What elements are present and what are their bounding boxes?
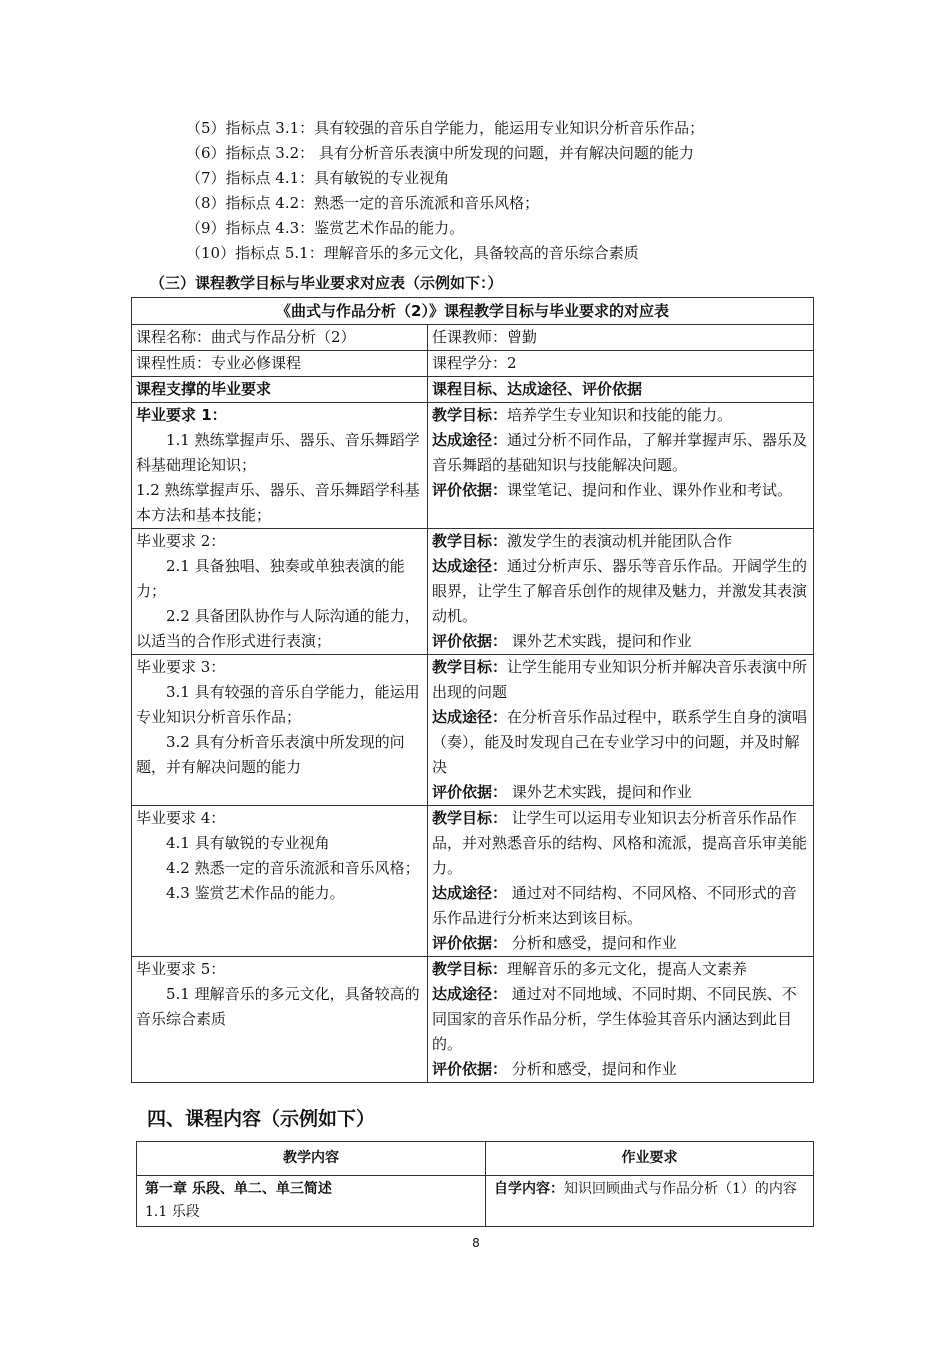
- path-label: 达成途径：: [432, 708, 508, 726]
- requirement-cell: [132, 806, 428, 957]
- path-label: 达成途径：: [432, 557, 508, 575]
- path-label: 达成途径：: [432, 985, 508, 1003]
- column-header-objectives: 课程目标、达成途径、评价依据: [428, 377, 814, 403]
- objective-cell: [428, 655, 814, 806]
- objective-path: [432, 554, 809, 629]
- column-header-homework: 作业要求: [486, 1142, 814, 1176]
- eval-text: 分析和感受，提问和作业: [507, 934, 677, 952]
- goal-text: 激发学生的表演动机并能团队合作: [507, 532, 733, 550]
- self-study-label: 自学内容：: [494, 1181, 564, 1197]
- eval-text: 课外艺术实践，提问和作业: [507, 783, 692, 801]
- objectives-table: [131, 297, 814, 1083]
- course-nature-cell: 课程性质：专业必修课程: [132, 351, 428, 377]
- path-text: 在分析音乐作品过程中，联系学生自身的演唱（奏），能及时发现自己在专业学习中的问题，并及时解决: [432, 708, 808, 776]
- content-cell: [137, 1176, 486, 1227]
- eval-label: 评价依据：: [432, 1060, 508, 1078]
- path-text: 通过分析不同作品，了解并掌握声乐、器乐及音乐舞蹈的基础知识与技能解决问题。: [432, 431, 808, 474]
- requirement-title: 毕业要求 1：: [136, 406, 227, 424]
- requirement-title: 毕业要求 5：: [136, 960, 226, 978]
- indicator-item: （6）指标点 3.2： 具有分析音乐表演中所发现的问题，并有解决问题的能力: [186, 144, 694, 162]
- table-row: [132, 957, 814, 1083]
- table-title: 《曲式与作品分析（2）》课程教学目标与毕业要求的对应表: [132, 298, 814, 325]
- requirement-item: 1.1 熟练掌握声乐、器乐、音乐舞蹈学科基础理论知识；: [136, 431, 420, 474]
- path-label: 达成途径：: [432, 431, 508, 449]
- requirement-cell: [132, 403, 428, 529]
- path-text: 通过对不同结构、不同风格、不同形式的音乐作品进行分析来达到该目标。: [432, 884, 797, 927]
- objective-eval: [432, 1057, 809, 1082]
- objective-eval: [432, 780, 809, 805]
- objective-goal: [432, 403, 809, 428]
- requirement-item: 5.1 理解音乐的多元文化，具备较高的音乐综合素质: [136, 985, 420, 1028]
- objective-goal: [432, 529, 809, 554]
- column-header-content: 教学内容: [137, 1142, 486, 1176]
- goal-label: 教学目标：: [432, 960, 508, 978]
- eval-text: 课外艺术实践，提问和作业: [507, 632, 692, 650]
- path-label: 达成途径：: [432, 884, 508, 902]
- requirement-title: 毕业要求 2：: [136, 532, 226, 550]
- course-content-table: [136, 1141, 814, 1227]
- goal-label: 教学目标：: [432, 532, 508, 550]
- path-text: 通过对不同地域、不同时期、不同民族、不同国家的音乐作品分析，学生体验其音乐内涵达到此目的。: [432, 985, 797, 1053]
- indicator-item: （5）指标点 3.1：具有较强的音乐自学能力，能运用专业知识分析音乐作品；: [186, 119, 705, 137]
- goal-text: 培养学生专业知识和技能的能力。: [507, 406, 733, 424]
- requirement-cell: [132, 529, 428, 655]
- eval-label: 评价依据：: [432, 783, 508, 801]
- goal-text: 让学生可以运用专业知识去分析音乐作品作品，并对熟悉音乐的结构、风格和流派，提高音乐审美能力。: [432, 809, 808, 877]
- requirement-item: 4.2 熟悉一定的音乐流派和音乐风格；: [166, 859, 420, 877]
- eval-label: 评价依据：: [432, 481, 508, 499]
- requirement-item: 4.3 鉴赏艺术作品的能力。: [166, 884, 345, 902]
- indicator-item: （7）指标点 4.1：具有敏锐的专业视角: [186, 169, 450, 187]
- requirement-item: 1.2 熟练掌握声乐、器乐、音乐舞蹈学科基本方法和基本技能；: [136, 481, 420, 524]
- page-number: 8: [472, 1236, 480, 1250]
- requirement-item: 3.1 具有较强的音乐自学能力，能运用专业知识分析音乐作品；: [136, 683, 420, 726]
- indicator-item: （10）指标点 5.1：理解音乐的多元文化，具备较高的音乐综合素质: [186, 244, 639, 262]
- objective-eval: [432, 931, 809, 956]
- requirement-title: 毕业要求 4：: [136, 809, 226, 827]
- indicator-item: （8）指标点 4.2：熟悉一定的音乐流派和音乐风格；: [186, 194, 540, 212]
- requirement-cell: [132, 655, 428, 806]
- table-row: [137, 1142, 814, 1176]
- section-4-heading: 四、课程内容（示例如下）: [147, 1108, 376, 1130]
- section-3-heading: （三）课程教学目标与毕业要求对应表（示例如下：）: [150, 274, 503, 292]
- goal-label: 教学目标：: [432, 658, 508, 676]
- table-row: [137, 1176, 814, 1227]
- column-header-requirements: 课程支撑的毕业要求: [132, 377, 428, 403]
- objective-cell: [428, 806, 814, 957]
- objective-eval: [432, 478, 809, 503]
- chapter-item: 1.1 乐段: [145, 1204, 200, 1220]
- path-text: 通过分析声乐、器乐等音乐作品。开阔学生的眼界，让学生了解音乐创作的规律及魅力，并激发其表演动机。: [432, 557, 808, 625]
- indicator-item: （9）指标点 4.3：鉴赏艺术作品的能力。: [186, 219, 465, 237]
- table-row: [132, 655, 814, 806]
- objective-cell: [428, 403, 814, 529]
- goal-label: 教学目标：: [432, 406, 508, 424]
- requirement-item: 4.1 具有敏锐的专业视角: [166, 834, 330, 852]
- teacher-cell: 任课教师：曾勤: [428, 325, 814, 351]
- objective-path: [432, 982, 809, 1057]
- objective-path: [432, 428, 809, 478]
- objective-cell: [428, 957, 814, 1083]
- self-study-text: 知识回顾曲式与作品分析（1）的内容: [564, 1181, 797, 1197]
- objective-eval: [432, 629, 809, 654]
- objective-goal: [432, 655, 809, 705]
- goal-label: 教学目标：: [432, 809, 508, 827]
- goal-text: 让学生能用专业知识分析并解决音乐表演中所出现的问题: [432, 658, 808, 701]
- objective-goal: [432, 957, 809, 982]
- requirement-title: 毕业要求 3：: [136, 658, 226, 676]
- eval-text: 分析和感受，提问和作业: [507, 1060, 677, 1078]
- eval-label: 评价依据：: [432, 934, 508, 952]
- objective-cell: [428, 529, 814, 655]
- requirement-item: 2.2 具备团队协作与人际沟通的能力，以适当的合作形式进行表演；: [136, 607, 420, 650]
- requirement-item: 2.1 具备独唱、独奏或单独表演的能力；: [136, 557, 405, 600]
- requirement-cell: [132, 957, 428, 1083]
- credits-cell: 课程学分：2: [428, 351, 814, 377]
- homework-cell: [486, 1176, 814, 1227]
- table-row: [132, 806, 814, 957]
- course-name-cell: 课程名称：曲式与作品分析（2）: [132, 325, 428, 351]
- table-row: [132, 403, 814, 529]
- requirement-item: 3.2 具有分析音乐表演中所发现的问题，并有解决问题的能力: [136, 733, 405, 776]
- indicator-list: [186, 116, 704, 266]
- chapter-title: 第一章 乐段、单二、单三简述: [145, 1181, 332, 1197]
- objective-path: [432, 705, 809, 780]
- objective-goal: [432, 806, 809, 881]
- table-row: [132, 298, 814, 325]
- goal-text: 理解音乐的多元文化，提高人文素养: [507, 960, 748, 978]
- eval-label: 评价依据：: [432, 632, 508, 650]
- table-row: [132, 351, 814, 377]
- objective-path: [432, 881, 809, 931]
- table-row: [132, 529, 814, 655]
- eval-text: 课堂笔记、提问和作业、课外作业和考试。: [507, 481, 793, 499]
- table-row: [132, 377, 814, 403]
- table-row: [132, 325, 814, 351]
